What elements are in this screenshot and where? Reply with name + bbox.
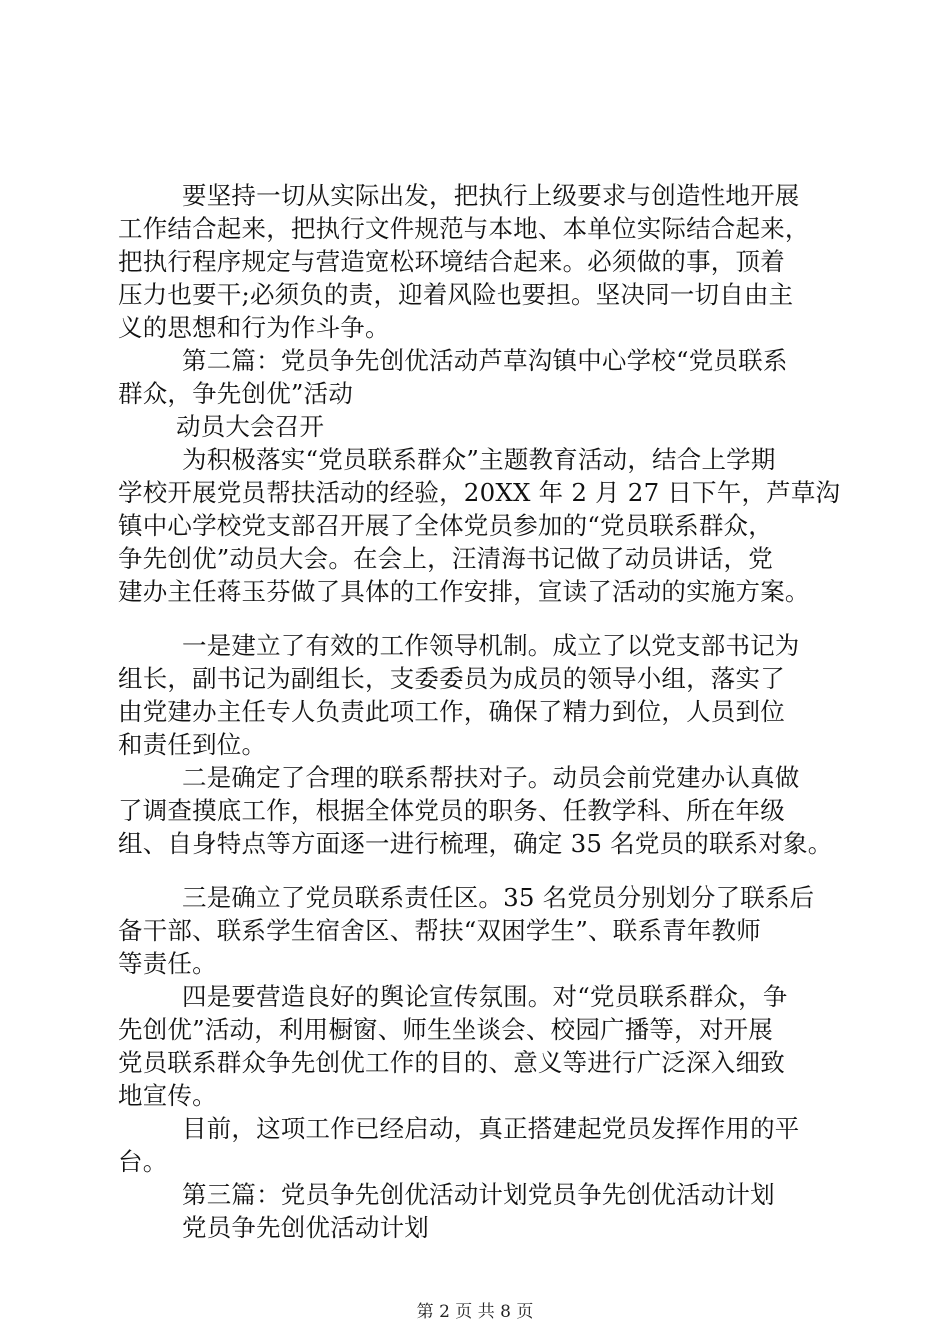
paragraph-line: 要坚持一切从实际出发，把执行上级要求与创造性地开展 (182, 181, 800, 210)
paragraph-line: 学校开展党员帮扶活动的经验，20XX 年 2 月 27 日下午，芦草沟 (118, 478, 841, 507)
paragraph-line: 镇中心学校党支部召开展了全体党员参加的“党员联系群众， (118, 511, 773, 540)
paragraph-line: 义的思想和行为作斗争。 (118, 313, 390, 342)
paragraph-line: 工作结合起来，把执行文件规范与本地、本单位实际结合起来， (118, 214, 810, 243)
section-heading-line: 第三篇：党员争先创优活动计划党员争先创优活动计划 (182, 1180, 775, 1209)
section-heading-line: 第二篇：党员争先创优活动芦草沟镇中心学校“党员联系 (182, 346, 788, 375)
paragraph-line: 建办主任蒋玉芬做了具体的工作安排，宣读了活动的实施方案。 (118, 577, 810, 606)
paragraph-line: 四是要营造良好的舆论宣传氛围。对“党员联系群众，争 (182, 982, 788, 1011)
subheading-line: 党员争先创优活动计划 (182, 1213, 429, 1242)
paragraph-line: 备干部、联系学生宿舍区、帮扶“双困学生”、联系青年教师 (118, 916, 761, 945)
paragraph-line: 了调查摸底工作，根据全体党员的职务、任教学科、所在年级 (118, 796, 785, 825)
page-number-footer: 第 2 页 共 8 页 (416, 1302, 534, 1322)
paragraph-line: 地宣传。 (118, 1081, 217, 1110)
paragraph-line: 目前，这项工作已经启动，真正搭建起党员发挥作用的平 (182, 1114, 800, 1143)
paragraph-line: 争先创优”动员大会。在会上，汪清海书记做了动员讲话，党 (118, 544, 773, 573)
paragraph-line: 先创优”活动，利用橱窗、师生坐谈会、校园广播等，对开展 (118, 1015, 773, 1044)
paragraph-line: 组长，副书记为副组长，支委委员为成员的领导小组，落实了 (118, 664, 785, 693)
subheading-line: 动员大会召开 (176, 412, 325, 441)
paragraph-line: 由党建办主任专人负责此项工作，确保了精力到位，人员到位 (118, 697, 785, 726)
paragraph-line: 组、自身特点等方面逐一进行梳理，确定 35 名党员的联系对象。 (118, 829, 833, 858)
paragraph-line: 二是确定了合理的联系帮扶对子。动员会前党建办认真做 (182, 763, 800, 792)
paragraph-line: 压力也要干;必须负的责，迎着风险也要担。坚决同一切自由主 (118, 280, 794, 309)
paragraph-line: 为积极落实“党员联系群众”主题教育活动，结合上学期 (182, 445, 776, 474)
paragraph-line: 台。 (118, 1147, 168, 1176)
paragraph-line: 把执行程序规定与营造宽松环境结合起来。必须做的事，顶着 (118, 247, 785, 276)
section-heading-line: 群众，争先创优”活动 (118, 379, 354, 408)
paragraph-line: 三是确立了党员联系责任区。35 名党员分别划分了联系后 (182, 883, 815, 912)
paragraph-line: 一是建立了有效的工作领导机制。成立了以党支部书记为 (182, 631, 800, 660)
paragraph-line: 党员联系群众争先创优工作的目的、意义等进行广泛深入细致 (118, 1048, 785, 1077)
paragraph-line: 和责任到位。 (118, 730, 267, 759)
paragraph-line: 等责任。 (118, 949, 217, 978)
